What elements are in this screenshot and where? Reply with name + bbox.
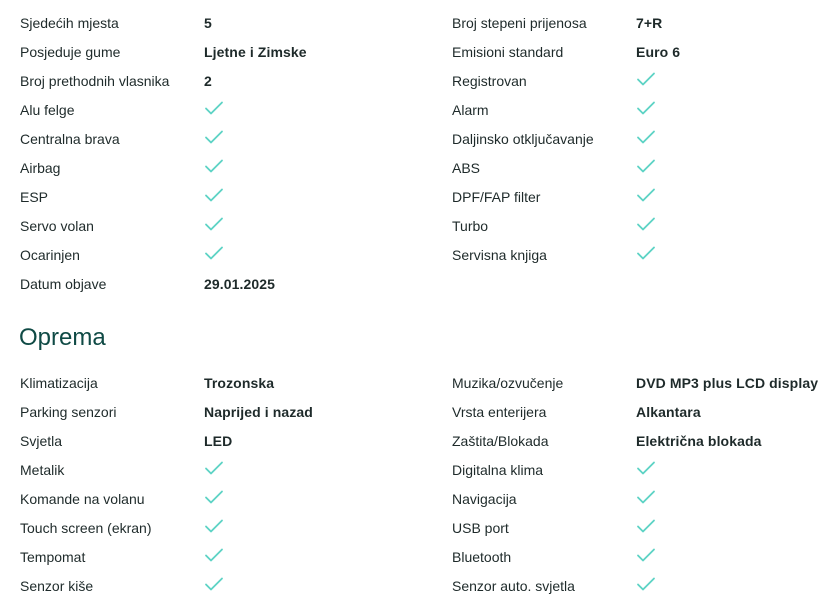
spec-value-airbag [204,158,452,177]
spec-value-ocarinjen [204,245,452,264]
spec-label-abs: ABS [452,159,481,176]
spec-value-sjedecih-mjesta: 5 [204,14,212,31]
equipment-grid [20,368,820,600]
spec-label-senzor-kise: Senzor kiše [20,577,94,594]
spec-value-servo-volan [204,216,452,235]
spec-label-broj-prethodnih-vlasnika: Broj prethodnih vlasnika [20,72,170,89]
spec-label-svjetla: Svjetla [20,432,63,449]
spec-label-klimatizacija: Klimatizacija [20,374,98,391]
spec-label-bluetooth: Bluetooth [452,548,512,565]
spec-value-registrovan [636,71,820,90]
spec-value-senzor-kise [204,576,452,595]
check-icon [204,245,224,261]
spec-label-datum-objave: Datum objave [20,275,107,292]
spec-label-posjeduje-gume: Posjeduje gume [20,43,121,60]
spec-value-bluetooth [636,547,820,566]
spec-label-turbo: Turbo [452,217,489,234]
check-icon [636,158,656,174]
spec-value-alarm [636,100,820,119]
spec-value-klimatizacija: Trozonska [204,374,275,391]
spec-value-metalik [204,460,452,479]
check-icon [636,245,656,261]
spec-value-svjetla: LED [204,432,233,449]
spec-value-posjeduje-gume: Ljetne i Zimske [204,43,307,60]
spec-value-tempomat [204,547,452,566]
spec-value-vrsta-enterijera: Alkantara [636,403,701,420]
spec-label-digitalna-klima: Digitalna klima [452,461,544,478]
spec-value-broj-prethodnih-vlasnika: 2 [204,72,212,89]
check-icon [636,576,656,592]
check-icon [636,547,656,563]
spec-label-sjedecih-mjesta: Sjedećih mjesta [20,14,119,31]
check-icon [204,187,224,203]
check-icon [204,100,224,116]
spec-label-usb-port: USB port [452,519,509,536]
equipment-section [20,368,820,600]
spec-value-parking-senzori: Naprijed i nazad [204,403,313,420]
spec-value-senzor-auto-svjetla [636,576,820,595]
spec-value-servisna-knjiga [636,245,820,264]
spec-label-servo-volan: Servo volan [20,217,94,234]
check-icon [204,518,224,534]
spec-label-touch-screen-ekran: Touch screen (ekran) [20,519,152,536]
spec-value-broj-stepeni-prijenosa: 7+R [636,14,663,31]
spec-label-centralna-brava: Centralna brava [20,130,120,147]
specifications-grid [20,8,820,298]
spec-label-airbag: Airbag [20,159,61,176]
check-icon [204,158,224,174]
spec-label-komande-na-volanu: Komande na volanu [20,490,145,507]
spec-label-muzika-ozvucenje: Muzika/ozvučenje [452,374,564,391]
check-icon [636,100,656,116]
spec-value-komande-na-volanu [204,489,452,508]
spec-label-dpf-fap-filter: DPF/FAP filter [452,188,541,205]
spec-label-ocarinjen: Ocarinjen [20,246,80,263]
spec-value-turbo [636,216,820,235]
spec-label-broj-stepeni-prijenosa: Broj stepeni prijenosa [452,14,587,31]
spec-label-alarm: Alarm [452,101,489,118]
check-icon [204,576,224,592]
spec-label-zastita-blokada: Zaštita/Blokada [452,432,549,449]
spec-label-metalik: Metalik [20,461,65,478]
spec-label-alu-felge: Alu felge [20,101,75,118]
spec-value-emisioni-standard: Euro 6 [636,43,681,60]
spec-value-abs [636,158,820,177]
spec-value-esp [204,187,452,206]
check-icon [204,489,224,505]
spec-label-esp: ESP [20,188,49,205]
spec-value-usb-port [636,518,820,537]
spec-value-centralna-brava [204,129,452,148]
check-icon [204,129,224,145]
spec-value-muzika-ozvucenje: DVD MP3 plus LCD display [636,374,819,391]
spec-value-dpf-fap-filter [636,187,820,206]
spec-value-digitalna-klima [636,460,820,479]
spec-value-alu-felge [204,100,452,119]
check-icon [204,216,224,232]
spec-label-parking-senzori: Parking senzori [20,403,117,420]
check-icon [204,547,224,563]
spec-label-registrovan: Registrovan [452,72,527,89]
check-icon [204,460,224,476]
spec-value-daljinsko-otkljucavanje [636,129,820,148]
spec-value-touch-screen-ekran [204,518,452,537]
spec-value-datum-objave: 29.01.2025 [204,275,276,292]
spec-label-senzor-auto-svjetla: Senzor auto. svjetla [452,577,575,594]
section-title-oprema: Oprema [19,324,106,351]
check-icon [636,129,656,145]
specifications-section [20,8,820,298]
spec-label-emisioni-standard: Emisioni standard [452,43,564,60]
check-icon [636,489,656,505]
check-icon [636,187,656,203]
spec-label-servisna-knjiga: Servisna knjiga [452,246,547,263]
spec-label-navigacija: Navigacija [452,490,517,507]
spec-value-navigacija [636,489,820,508]
spec-label-tempomat: Tempomat [20,548,86,565]
spec-label-vrsta-enterijera: Vrsta enterijera [452,403,547,420]
spec-value-zastita-blokada: Električna blokada [636,432,762,449]
check-icon [636,460,656,476]
spec-label-daljinsko-otkljucavanje: Daljinsko otključavanje [452,130,594,147]
check-icon [636,71,656,87]
check-icon [636,518,656,534]
check-icon [636,216,656,232]
